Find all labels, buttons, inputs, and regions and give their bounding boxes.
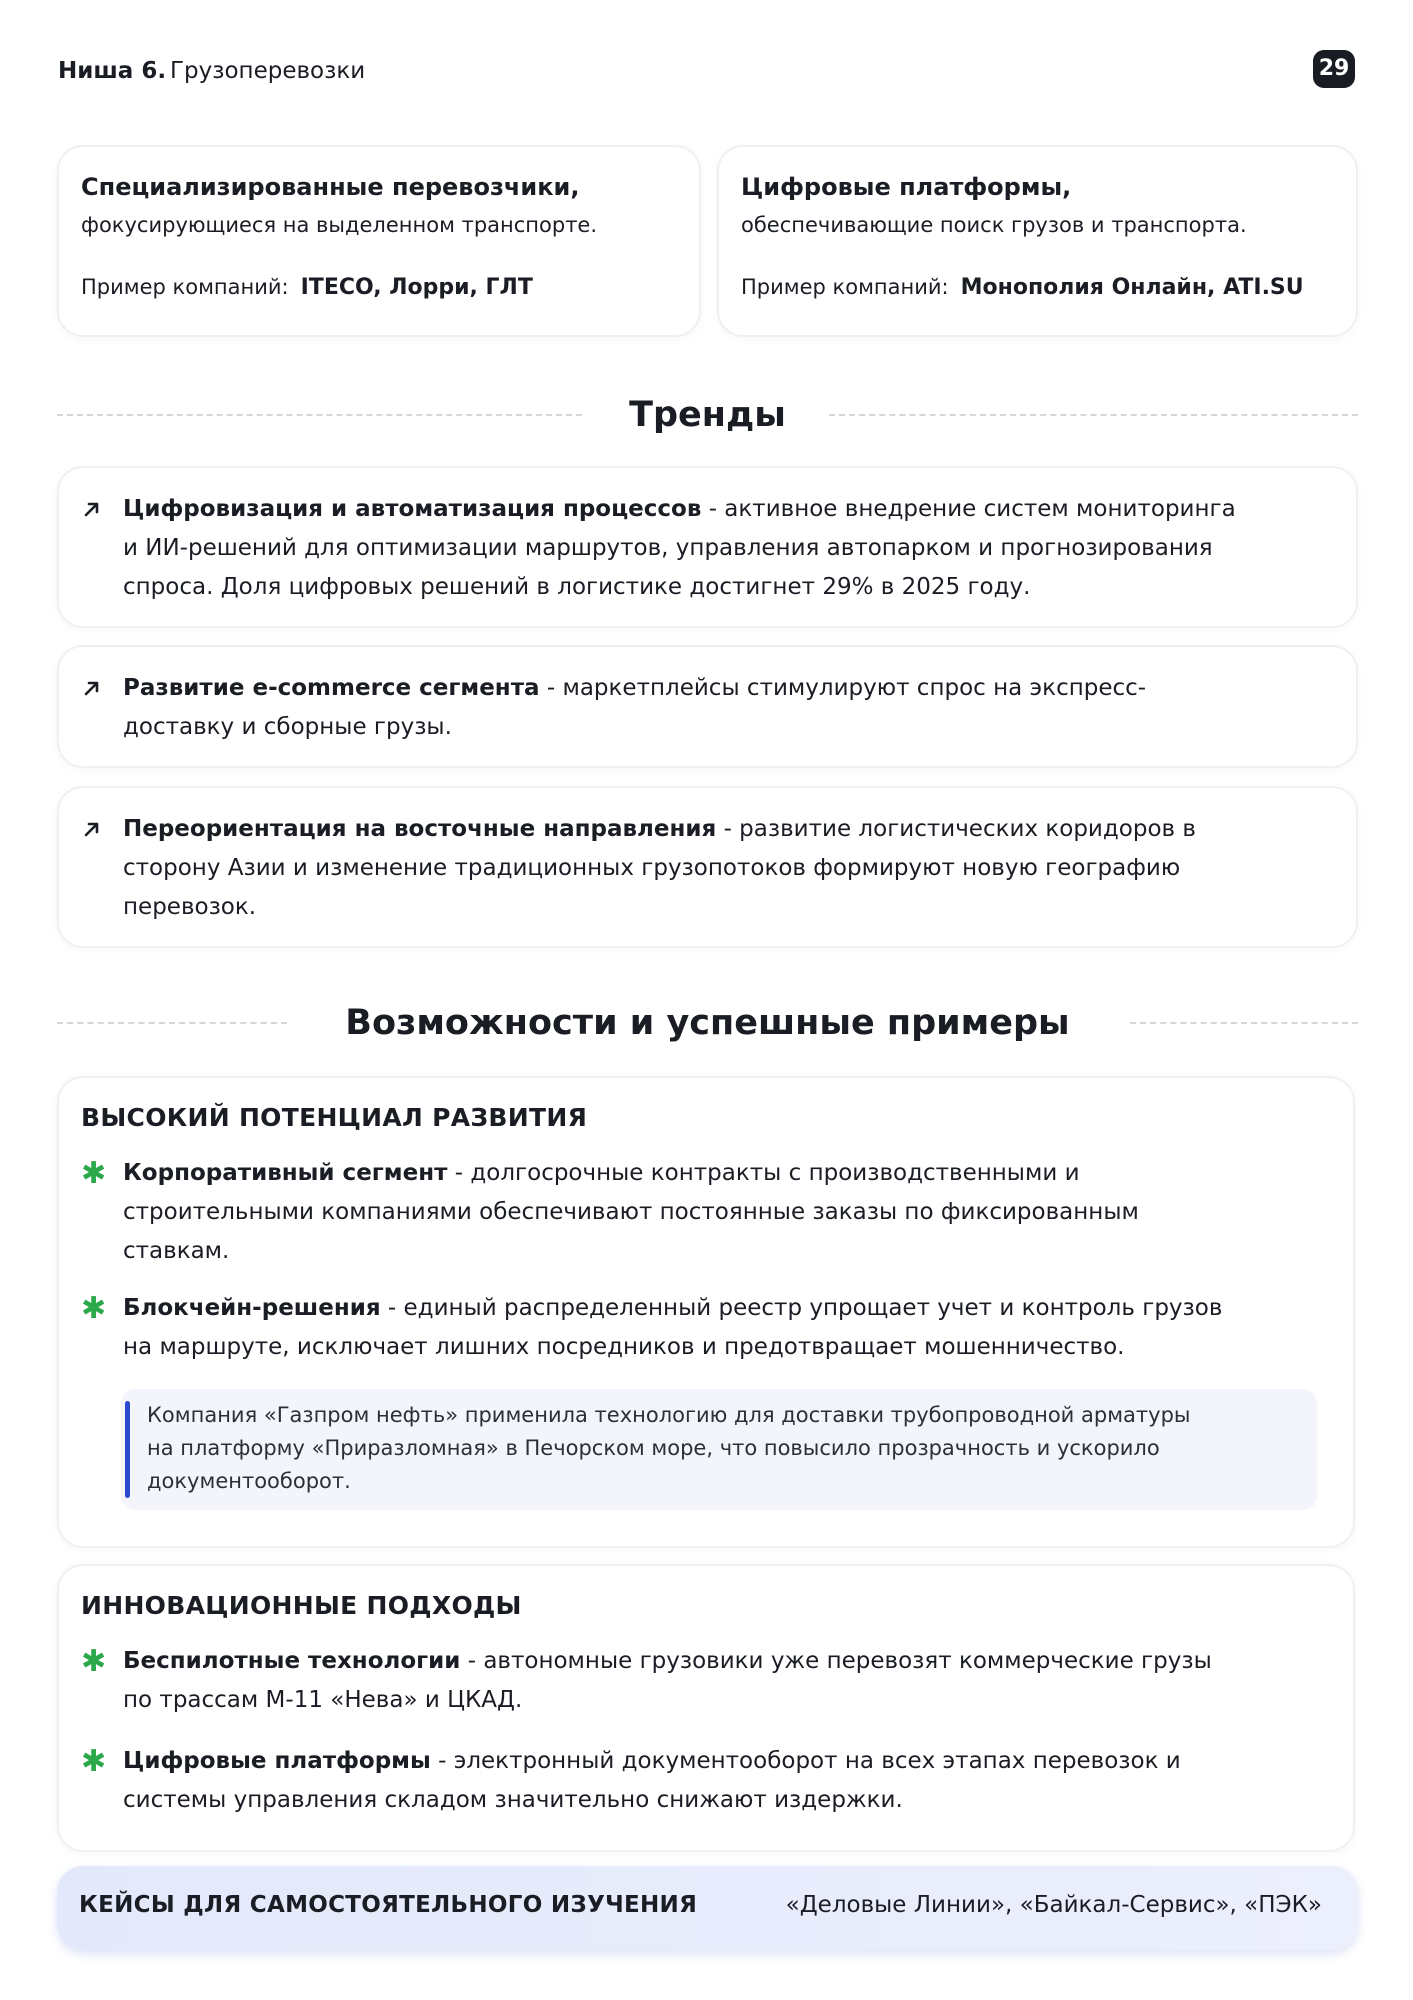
trend-title: Развитие e-commerce сегмента	[123, 675, 540, 701]
asterisk-icon: ✱	[81, 1291, 107, 1326]
list-item-title: Блокчейн-решения	[123, 1295, 381, 1321]
company-card-title: Цифровые платформы,	[741, 173, 1072, 201]
list-item-title: Цифровые платформы	[123, 1748, 431, 1774]
quote-text-line: Компания «Газпром нефть» применила технологию для доставки трубопроводной арматуры	[147, 1403, 1191, 1427]
list-item-text: на маршруте, исключает лишних посредников и предотвращает мошенничество.	[123, 1334, 1125, 1360]
cases-label: КЕЙСЫ ДЛЯ САМОСТОЯТЕЛЬНОГО ИЗУЧЕНИЯ	[79, 1892, 698, 1918]
examples-value: Монополия Онлайн, ATI.SU	[960, 275, 1304, 300]
list-item	[81, 1289, 1333, 1367]
page-header	[58, 48, 1355, 92]
arrow-up-right-icon	[81, 818, 103, 840]
trend-text-line: доставку и сборные грузы.	[123, 714, 452, 740]
list-item-text: - долгосрочные контракты с производственными и	[447, 1160, 1080, 1186]
list-item-title: Корпоративный сегмент	[123, 1160, 448, 1186]
opportunities-section-heading	[57, 998, 1358, 1048]
quote-text-line: на платформу «Приразломная» в Печорском море, что повысило прозрачность и ускорило	[147, 1436, 1160, 1460]
company-card-examples	[81, 271, 679, 304]
list-item	[81, 1642, 1333, 1720]
opportunities-heading: Возможности и успешные примеры	[345, 1003, 1070, 1043]
list-item-text: по трассам М-11 «Нева» и ЦКАД.	[123, 1687, 523, 1713]
quote-text-line: документооборот.	[147, 1469, 351, 1493]
high-potential-title: ВЫСОКИЙ ПОТЕНЦИАЛ РАЗВИТИЯ	[81, 1103, 588, 1132]
arrow-up-right-icon	[81, 498, 103, 520]
page-number-badge: 29	[1313, 50, 1355, 88]
cases-value: «Деловые Линии», «Байкал-Сервис», «ПЭК»	[785, 1892, 1322, 1918]
innovative-title: ИННОВАЦИОННЫЕ ПОДХОДЫ	[81, 1591, 522, 1620]
list-item	[81, 1742, 1333, 1820]
arrow-up-right-icon	[81, 677, 103, 699]
heading-divider-right	[1130, 1022, 1358, 1024]
examples-label: Пример компаний:	[741, 275, 949, 299]
trend-text	[123, 788, 1336, 927]
asterisk-icon: ✱	[81, 1744, 107, 1779]
trend-text	[123, 468, 1336, 607]
cases-banner	[57, 1866, 1358, 1950]
asterisk-icon: ✱	[81, 1156, 107, 1191]
examples-label: Пример компаний:	[81, 275, 289, 299]
trend-text-line: спроса. Доля цифровых решений в логистике достигнет 29% в 2025 году.	[123, 574, 1031, 600]
niche-title: Грузоперевозки	[170, 58, 366, 84]
trend-card	[57, 786, 1358, 948]
trends-section-heading	[57, 390, 1358, 440]
trend-text-line: - развитие логистических коридоров в	[716, 816, 1196, 842]
list-item-text: строительными компаниями обеспечивают постоянные заказы по фиксированным	[123, 1199, 1139, 1225]
trend-title: Цифровизация и автоматизация процессов	[123, 496, 702, 522]
niche-label: Ниша 6.	[58, 58, 167, 84]
company-card-description: фокусирующиеся на выделенном транспорте.	[81, 213, 598, 237]
trend-text-line: сторону Азии и изменение традиционных грузопотоков формируют новую географию	[123, 855, 1181, 881]
company-card-description: обеспечивающие поиск грузов и транспорта.	[741, 213, 1247, 237]
trend-card	[57, 645, 1358, 768]
heading-divider-right	[829, 414, 1358, 416]
list-item-text: системы управления складом значительно снижают издержки.	[123, 1787, 903, 1813]
asterisk-icon: ✱	[81, 1644, 107, 1679]
list-item-text: - электронный документооборот на всех этапах перевозок и	[430, 1748, 1181, 1774]
list-item-text: - единый распределенный реестр упрощает учет и контроль грузов	[380, 1295, 1223, 1321]
case-quote	[121, 1389, 1317, 1510]
trend-text-line: - активное внедрение систем мониторинга	[701, 496, 1236, 522]
trend-card	[57, 466, 1358, 628]
trend-text-line: перевозок.	[123, 894, 257, 920]
list-item-text: ставкам.	[123, 1238, 230, 1264]
high-potential-card	[57, 1076, 1355, 1548]
list-item	[81, 1154, 1333, 1271]
company-card-specialized	[57, 145, 701, 337]
list-item-text: - автономные грузовики уже перевозят коммерческие грузы	[460, 1648, 1212, 1674]
list-item-title: Беспилотные технологии	[123, 1648, 461, 1674]
examples-value: ITECO, Лорри, ГЛТ	[300, 275, 533, 300]
quote-accent-bar	[125, 1401, 130, 1498]
trend-text-line: и ИИ-решений для оптимизации маршрутов, управления автопарком и прогнозирования	[123, 535, 1213, 561]
trends-heading: Тренды	[629, 395, 786, 435]
innovative-approaches-card	[57, 1564, 1355, 1852]
trend-text	[123, 647, 1336, 747]
company-card-title: Специализированные перевозчики,	[81, 173, 580, 201]
trend-text-line: - маркетплейсы стимулируют спрос на экспресс-	[539, 675, 1147, 701]
trend-title: Переориентация на восточные направления	[123, 816, 717, 842]
company-card-examples	[741, 271, 1336, 304]
company-card-digital	[717, 145, 1358, 337]
